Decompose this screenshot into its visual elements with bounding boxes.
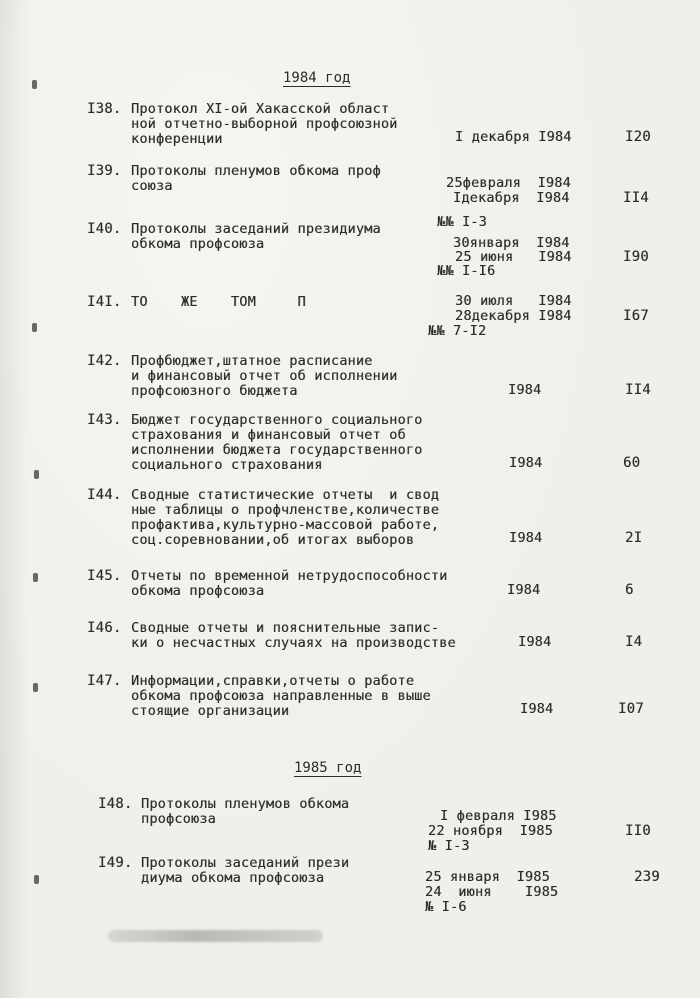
entry-number: I49.	[98, 855, 133, 871]
entry-number: I43.	[87, 412, 122, 428]
entry-sheet-count: 2I	[625, 530, 643, 546]
entry-date: I984	[509, 455, 543, 471]
entry-number: I38.	[87, 101, 122, 117]
entry-date: 24 июня I985	[425, 884, 559, 900]
entry-title-line: Отчеты по временной нетрудоспособности	[131, 568, 448, 584]
entry-file-range: №№ I-3	[437, 214, 487, 230]
entry-title-line: Протоколы пленумов обкома	[141, 796, 350, 812]
entry-title-line: диума обкома профсоюза	[141, 870, 325, 886]
entry-title-line: Бюджет государственного социального	[131, 412, 423, 428]
entry-date: 28декабря I984	[455, 308, 572, 324]
section-heading-1985: 1985 год	[294, 760, 362, 776]
entry-number: I45.	[87, 568, 122, 584]
binder-hole-mark	[33, 683, 38, 692]
entry-sheet-count: 239	[634, 869, 660, 885]
binder-hole-mark	[34, 875, 39, 884]
entry-title-line: ки о несчастных случаях на производстве	[131, 635, 456, 651]
entry-title-line: Профбюджет,штатное расписание	[131, 353, 373, 369]
entry-title-line: исполнении бюджета государственного	[131, 442, 423, 458]
entry-title-line: обкома профсоюза	[131, 583, 265, 599]
entry-date: I984	[508, 382, 542, 398]
entry-date: 22 ноября I985	[428, 823, 553, 839]
entry-title-line: профсоюзного бюджета	[131, 383, 298, 399]
entry-date: 25февраля I984	[446, 175, 571, 191]
entry-date: I984	[507, 582, 541, 598]
entry-title-line: союза	[131, 178, 173, 194]
entry-title-line: ной отчетно-выборной профсоюзной	[131, 116, 398, 132]
entry-title-line: ные таблицы о профчленстве,количестве	[131, 502, 440, 518]
entry-sheet-count: I07	[618, 701, 644, 717]
entry-date: 25 января I985	[425, 869, 550, 885]
entry-title-line: Сводные отчеты и пояснительные запис-	[131, 620, 440, 636]
entry-title-line: ТО ЖЕ ТОМ П	[131, 294, 306, 310]
entry-title-line: и финансовый отчет об исполнении	[131, 368, 398, 384]
entry-title-line: Протоколы пленумов обкома проф	[131, 163, 381, 179]
entry-file-range: №№ 7-I2	[428, 323, 487, 339]
entry-title-line: Протоколы заседаний президиума	[131, 221, 381, 237]
entry-sheet-count: I90	[623, 249, 649, 265]
entry-title-line: страхования и финансовый отчет об	[131, 427, 406, 443]
entry-sheet-count: II4	[623, 190, 649, 206]
binder-hole-mark	[34, 470, 39, 479]
entry-date: I декабря I984	[455, 129, 572, 145]
entry-date: I984	[520, 701, 554, 717]
entry-number: I4I.	[87, 294, 122, 310]
entry-title-line: Протоколы заседаний прези	[141, 855, 350, 871]
entry-title-line: социального страхования	[131, 457, 323, 473]
binder-hole-mark	[32, 323, 37, 332]
entry-file-range: № I-6	[425, 899, 467, 915]
entry-number: I44.	[87, 487, 122, 503]
binder-hole-mark	[32, 80, 37, 89]
entry-number: I48.	[98, 796, 133, 812]
section-heading-1984: 1984 год	[283, 70, 351, 86]
entry-title-line: профактива,культурно-массовой работе,	[131, 517, 440, 533]
entry-number: I46.	[87, 620, 122, 636]
entry-date: Iдекабря I984	[453, 190, 570, 206]
entry-sheet-count: II0	[625, 823, 651, 839]
entry-number: I47.	[87, 673, 122, 689]
entry-sheet-count: II4	[625, 382, 651, 398]
entry-title-line: соц.соревновании,об итогах выборов	[131, 532, 415, 548]
entry-number: I40.	[87, 221, 122, 237]
entry-title-line: стоящие организации	[131, 703, 290, 719]
entry-sheet-count: I67	[623, 308, 649, 324]
entry-date: 25 июня I984	[455, 249, 572, 265]
entry-title-line: обкома профсоюза направленные в выше	[131, 688, 431, 704]
entry-date: I984	[518, 634, 552, 650]
entry-date: 30января I984	[453, 235, 570, 251]
entry-sheet-count: 6	[625, 582, 634, 598]
entry-title-line: профсоюза	[141, 811, 216, 827]
entry-title-line: Протокол XI-ой Хакасской област	[131, 101, 390, 117]
entry-title-line: Сводные статистические отчеты и свод	[131, 487, 440, 503]
entry-date: I984	[509, 530, 543, 546]
entry-number: I42.	[87, 353, 122, 369]
entry-title-line: конференции	[131, 131, 223, 147]
entry-title-line: обкома профсоюза	[131, 236, 265, 252]
entry-sheet-count: 60	[623, 455, 641, 471]
entry-title-line: Информации,справки,отчеты о работе	[131, 673, 415, 689]
entry-file-range: №№ I-I6	[437, 263, 496, 279]
entry-file-range: № I-3	[428, 838, 470, 854]
entry-date: I февраля I985	[440, 808, 557, 824]
entry-date: 30 июля I984	[455, 293, 572, 309]
ink-smudge	[108, 930, 323, 942]
binder-hole-mark	[33, 573, 38, 582]
entry-number: I39.	[87, 163, 122, 179]
entry-sheet-count: I20	[625, 129, 651, 145]
entry-sheet-count: I4	[625, 634, 643, 650]
